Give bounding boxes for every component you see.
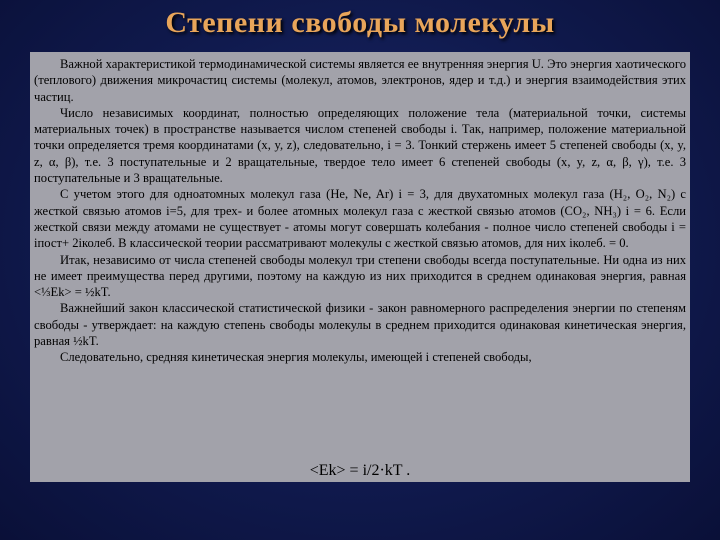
paragraph-internal-energy: Важной характеристикой термодинамической системы является ее внутренняя энергия U. Это энергия хаотического (теплового) движения микрочастиц системы (молекул, атомов, электронов, ядер и т.д.) и энергия взаимодействия этих частиц.: [34, 57, 686, 104]
kinetic-energy-formula: <Ek> = i/2·kT .: [309, 462, 411, 479]
slide-title: Степени свободы молекулы: [165, 6, 555, 39]
paragraph-equipartition-law: Важнейший закон классической статистической физики - закон равномерного распределения энергии по степеням свободы - утверждает: на каждую степень свободы молекулы в среднем приходится одинаковая кинетическая энергия, равная ½kT.: [34, 301, 686, 349]
body-text: [34, 56, 686, 366]
paragraph-degrees-definition: Число независимых координат, полностью определяющих положение тела (материальной точки, системы материальных точек) в пространстве называется числом степеней свободы i. Так, например, положение материальной точки определяется тремя координатами (x, y, z), следовательно, i = 3. Тонкий стержень имеет 5 степеней свободы (x, y, z, α, β), т.е. 3 поступательные и 2 вращательные, твердое тело имеет 6 степеней свободы (x, y, z, α, β, γ), т.е. 3 поступательные и 3 вращательные.: [34, 105, 686, 186]
paragraph-gas-molecules: С учетом этого для одноатомных молекул газа (He, Ne, Ar) i = 3, для двухатомных молекул газа (H₂, O₂, N₂) с жесткой связью атомов i=5, для трех- и более атомных молекул газа с жесткой связью атомов (CO₂, NH₃) i = 6. Если жесткой связи между атомами не существует - атомы могут совершать колебания - полное число степеней свободы i = iпост+ 2iколеб. В классической теории рассматривают молекулы с жесткой связью атомов, для них iколеб. = 0.: [34, 187, 686, 251]
paragraph-conclusion: Следовательно, средняя кинетическая энергия молекулы, имеющей i степеней свободы,: [60, 350, 532, 365]
paragraph-translational: Итак, независимо от числа степеней свободы молекул три степени свободы всегда поступательные. Ни одна из них не имеет преимущества перед другими, поэтому на каждую из них приходится в среднем одинаковая энергия, равная <⅓Ek> = ½kT.: [34, 252, 686, 300]
